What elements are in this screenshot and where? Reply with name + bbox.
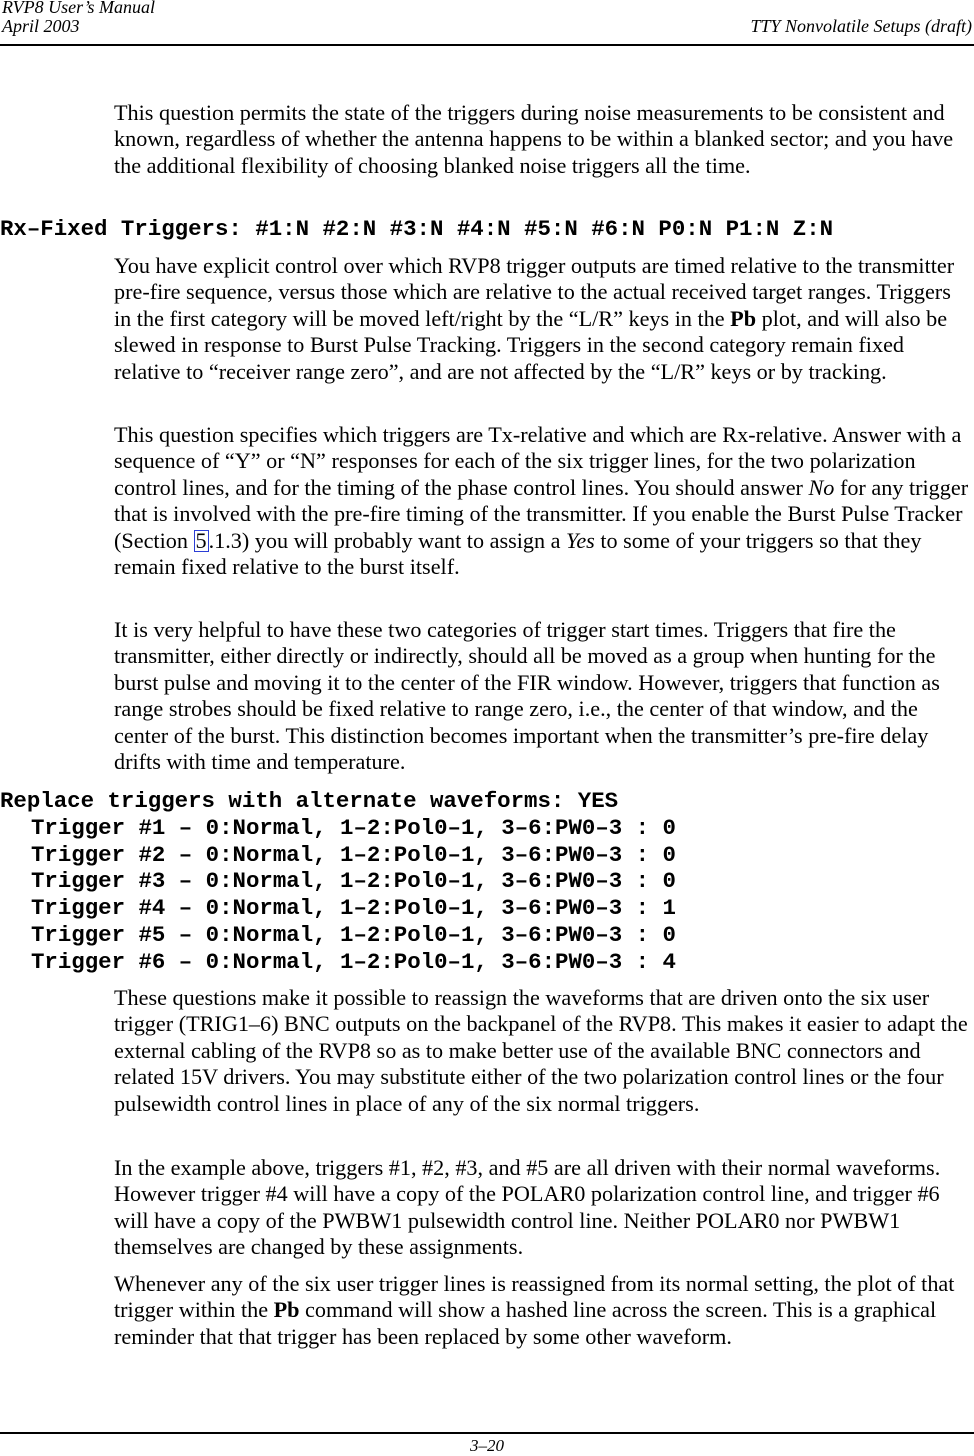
paragraph-explicit-control [114,253,972,385]
pb-command: Pb [273,1297,300,1323]
trigger-setting-line: Trigger #6 – 0:Normal, 1–2:Pol0–1, 3–6:PW0–3 : 4 [31,949,676,975]
paragraph-hashed-line [114,1271,972,1350]
pb-command: Pb [730,305,757,331]
text: to some of your triggers so that they remain fixed relative to the burst itself. [114,527,922,580]
text: You have explicit control over which RVP8 trigger outputs are timed relative to the transmitter pre-fire sequence, versus those which are relative to the actual received target ranges. Triggers in the first category will be moved left/right by the “L/R” keys in the [114,253,955,331]
section-title: TTY Nonvolatile Setups (draft) [750,16,972,36]
page-header [0,0,974,46]
page-number: 3–20 [470,1436,504,1455]
answer-no: No [808,474,835,500]
header-left [2,0,155,36]
paragraph-tx-rx-relative [114,422,972,580]
paragraph-noise-triggers: This question permits the state of the triggers during noise measurements to be consistent and known, regardless of whether the antenna happens to be within a blanked sector; and you have the additional flexibility of choosing blanked noise triggers all the time. [114,100,954,178]
trigger-setting-line: Trigger #3 – 0:Normal, 1–2:Pol0–1, 3–6:PW0–3 : 0 [31,868,676,894]
paragraph-reassign-waveforms: These questions make it possible to reassign the waveforms that are driven onto the six user trigger (TRIG1–6) BNC outputs on the backpanel of the RVP8. This makes it easier to adapt the external cabling of the RVP8 so as to make better use of the available BNC connectors and related 15V drivers. You may substitute either of the two polarization control lines or the four pulsewidth control lines in place of any of the six normal triggers. [114,985,968,1116]
text: plot, and will also be slewed in response to Burst Pulse Tracking. Triggers in the second category remain fixed relative to “receiver range zero”, and are not affected by the “L/R” keys or by tracking. [114,305,948,384]
text: This question specifies which triggers are Tx-relative and which are Rx-relative. Answer with a sequence of “Y” or “N” responses for each of the six trigger lines, for the two polarization control lines, and for the timing of the phase control lines. You should answer [114,422,962,500]
text: command will show a hashed line across the screen. This is a graphical reminder that that trigger has been replaced by some other waveform. [114,1297,937,1349]
trigger-setting-line: Trigger #1 – 0:Normal, 1–2:Pol0–1, 3–6:PW0–3 : 0 [31,815,676,841]
manual-date: April 2003 [2,16,80,36]
footer-rule [0,1432,974,1434]
text: for any trigger that is involved with the pre-fire timing of the transmitter. If you enable the Burst Pulse Tracker (Section [114,474,969,553]
trigger-setting-line: Trigger #4 – 0:Normal, 1–2:Pol0–1, 3–6:PW0–3 : 1 [31,895,676,921]
trigger-setting-line: Trigger #2 – 0:Normal, 1–2:Pol0–1, 3–6:PW0–3 : 0 [31,842,676,868]
trigger-setting-line: Trigger #5 – 0:Normal, 1–2:Pol0–1, 3–6:PW0–3 : 0 [31,922,676,948]
manual-title: RVP8 User’s Manual [2,0,155,17]
paragraph-trigger-categories: It is very helpful to have these two categories of trigger start times. Triggers that fire the transmitter, either directly or indirectly, should all be moved as a group when hunting for the burst pulse and moving it to the center of the FIR window. However, triggers that function as range strobes should be fixed relative to range zero, i.e., the center of that window, and the center of the burst. This distinction becomes important when the transmitter’s pre-fire delay drifts with time and temperature. [114,617,940,775]
answer-yes: Yes [566,527,595,553]
replace-triggers-heading: Replace triggers with alternate waveforms: YES [0,788,619,814]
text: Whenever any of the six user trigger lines is reassigned from its normal setting, the plot of that trigger within the [114,1271,955,1323]
rx-fixed-triggers-heading: Rx–Fixed Triggers: #1:N #2:N #3:N #4:N #5:N #6:N P0:N P1:N Z:N [0,216,834,242]
paragraph-example: In the example above, triggers #1, #2, #3, and #5 are all driven with their normal waveforms. However trigger #4 will have a copy of the POLAR0 polarization control line, and trigger #6 will have a copy of the PWBW1 pulsewidth control line. Neither POLAR0 nor PWBW1 themselves are changed by these assignments. [114,1155,941,1260]
section-link[interactable]: 5 [195,527,207,553]
text: .1.3) you will probably want to assign a [208,527,567,553]
